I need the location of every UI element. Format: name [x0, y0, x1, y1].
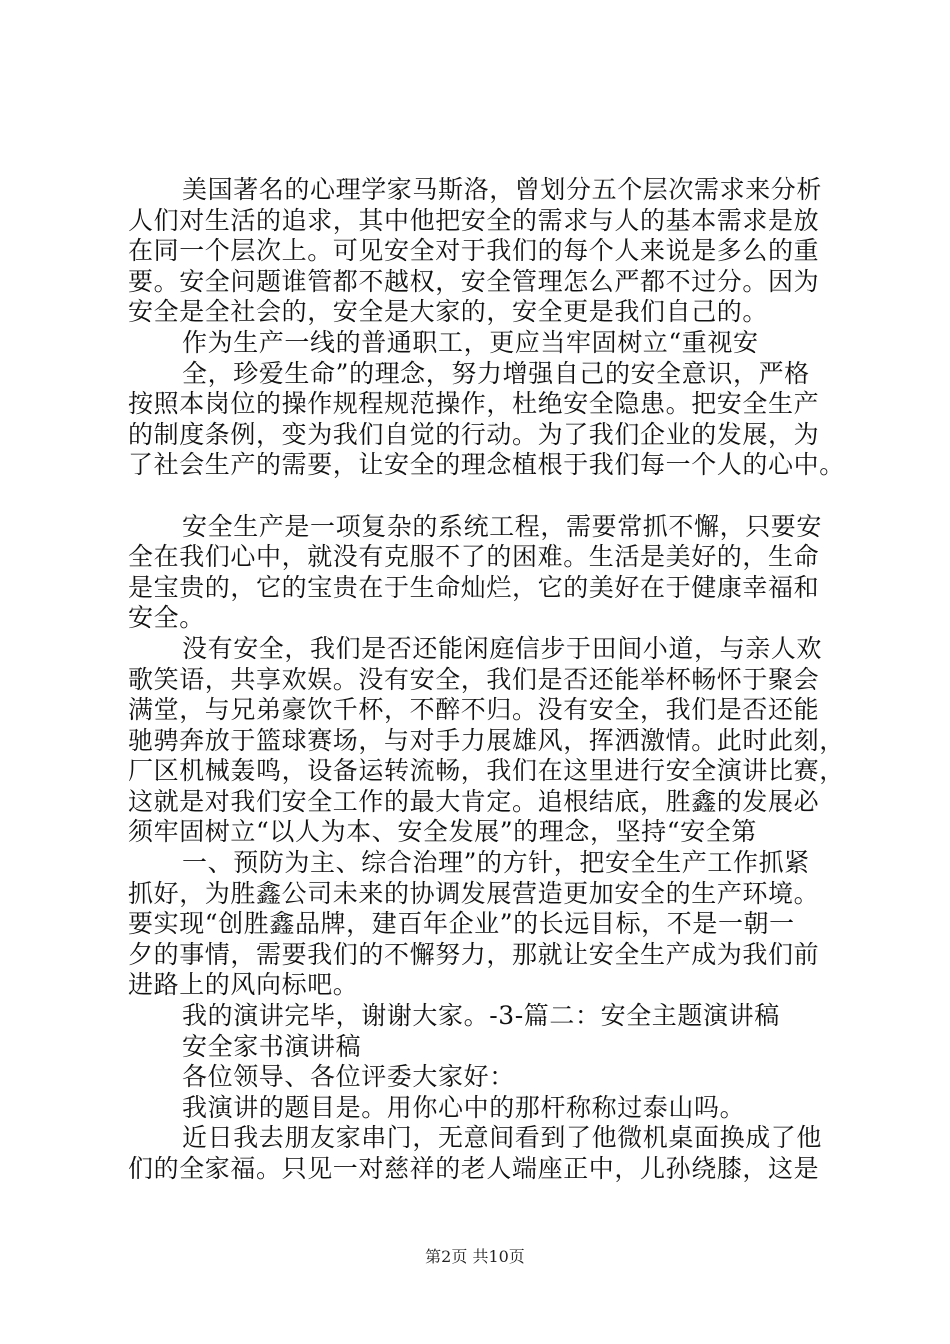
text-line: 安全家书演讲稿 [182, 1031, 362, 1061]
text-line: 一、预防为主、综合治理”的方针，把安全生产工作抓紧 [182, 848, 810, 878]
text-line: 美国著名的心理学家马斯洛，曾划分五个层次需求来分析 [182, 175, 823, 204]
text-line: 我演讲的题目是。用你心中的那杆称称过泰山吗。 [182, 1092, 746, 1122]
text-line: 安全生产是一项复杂的系统工程，需要常抓不懈，只要安 [182, 511, 823, 541]
text-line: 我的演讲完毕，谢谢大家。-3-篇二：安全主题演讲稿 [182, 1001, 780, 1031]
text-line: 要实现“创胜鑫品牌，建百年企业”的长远目标，不是一朝一 [128, 909, 795, 939]
text-line: 这就是对我们安全工作的最大肯定。追根结底，胜鑫的发展必 [128, 786, 820, 816]
text-line: 要。安全问题谁管都不越权，安全管理怎么严都不过分。因为 [128, 266, 820, 296]
text-line: 在同一个层次上。可见安全对于我们的每个人来说是多么的重 [128, 236, 820, 266]
text-line: 歌笑语，共享欢娱。没有安全，我们是否还能举杯畅怀于聚会 [128, 664, 820, 694]
text-line: 没有安全，我们是否还能闲庭信步于田间小道，与亲人欢 [182, 633, 823, 663]
text-line: 的制度条例，变为我们自觉的行动。为了我们企业的发展，为 [128, 419, 820, 449]
text-line: 安全是全社会的，安全是大家的，安全更是我们自己的。 [128, 297, 769, 327]
text-line: 全在我们心中，就没有克服不了的困难。生活是美好的，生命 [128, 542, 820, 572]
text-line: 安全。 [128, 603, 205, 633]
text-line: 近日我去朋友家串门，无意间看到了他微机桌面换成了他 [182, 1123, 823, 1153]
text-line: 夕的事情，需要我们的不懈努力，那就让安全生产成为我们前 [128, 939, 820, 969]
document-body [128, 175, 848, 1185]
text-line: 抓好，为胜鑫公司未来的协调发展营造更加安全的生产环境。 [128, 878, 820, 908]
text-line: 驰骋奔放于篮球赛场，与对手力展雄风，挥洒激情。此时此刻， [128, 725, 845, 755]
text-line: 各位领导、各位评委大家好： [182, 1062, 515, 1092]
text-line: 全，珍爱生命”的理念，努力增强自己的安全意识，严格 [182, 358, 810, 388]
text-line: 了社会生产的需要，让安全的理念植根于我们每一个人的心中。 [128, 450, 845, 480]
text-line: 是宝贵的，它的宝贵在于生命灿烂，它的美好在于健康幸福和 [128, 572, 820, 602]
text-line: 进路上的风向标吧。 [128, 970, 359, 1000]
page-number-footer: 第2页 共10页 [425, 1247, 525, 1266]
text-line: 人们对生活的追求，其中他把安全的需求与人的基本需求是放 [128, 205, 820, 235]
text-line: 满堂，与兄弟豪饮千杯，不醉不归。没有安全，我们是否还能 [128, 695, 820, 725]
text-line: 按照本岗位的操作规程规范操作，杜绝安全隐患。把安全生产 [128, 389, 820, 419]
paragraph-gap [128, 481, 848, 512]
text-line: 们的全家福。只见一对慈祥的老人端座正中，儿孙绕膝，这是 [128, 1154, 820, 1183]
text-line: 厂区机械轰鸣，设备运转流畅，我们在这里进行安全演讲比赛， [128, 756, 845, 786]
text-line: 作为生产一线的普通职工，更应当牢固树立“重视安 [182, 327, 759, 357]
text-line: 须牢固树立“以人为本、安全发展”的理念，坚持“安全第 [128, 817, 757, 847]
